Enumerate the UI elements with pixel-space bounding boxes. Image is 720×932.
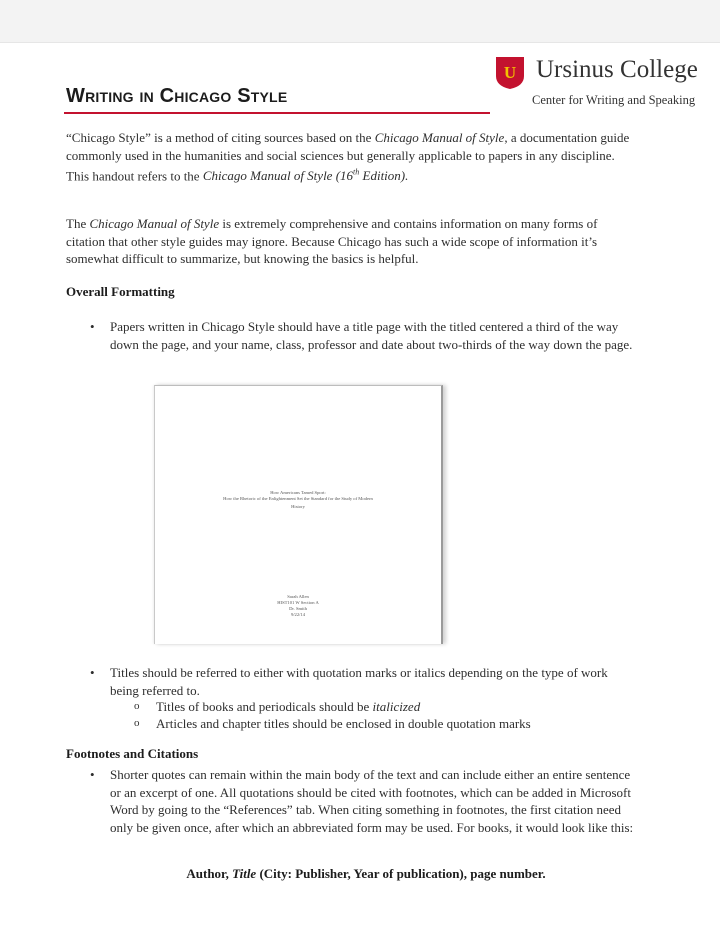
intro-paragraph-2: The Chicago Manual of Style is extremely comprehensive and contains information on many forms of citation that other style guides may ignore. Because Chicago has such a wide scope of information it’s somewhat difficult to summarize, but knowing the basics is helpful. <box>66 216 598 266</box>
sample-professor: Dr. Smith <box>289 606 307 611</box>
title-underline <box>64 112 490 114</box>
section-heading-overall-formatting: Overall Formatting <box>66 284 175 299</box>
citation-example: Author, Title (City: Publisher, Year of publication), page number. <box>186 866 546 881</box>
shield-letter: U <box>503 63 517 82</box>
sample-title-line: How Americans Tamed Sport: <box>270 490 326 495</box>
sub-list-item: o Articles and chapter titles should be enclosed in double quotation marks <box>156 715 636 733</box>
list-item: • Papers written in Chicago Style should have a title page with the titled centered a third of the way down the page, and your name, class, professor and date about two-thirds of the way down the page. <box>110 318 634 353</box>
sample-title-page-image <box>154 385 443 644</box>
section-heading-footnotes: Footnotes and Citations <box>66 746 199 761</box>
sub-list-item: o Titles of books and periodicals should be italicized <box>156 698 636 716</box>
viewer-top-bar <box>0 0 720 43</box>
page-title: Writing in Chicago Style <box>66 85 288 107</box>
intro-paragraph-1: “Chicago Style” is a method of citing sources based on the Chicago Manual of Style, a documentation guide commonly used in the humanities and social sciences but generally applicable to papers in any discipline. This handout refers to the Chicago Manual of Style (16th Edition). <box>66 130 630 184</box>
sample-title-line: History <box>291 504 305 509</box>
sample-class: HIST101 W Section A <box>277 600 319 605</box>
sample-date: 9/22/14 <box>290 612 306 617</box>
sample-author-name: Sarah Allen <box>287 594 309 599</box>
list-item: • Shorter quotes can remain within the main body of the text and can include either an entire sentence or an excerpt of one. All quotations should be cited with footnotes, which can be added in Microsoft Word by going to the “References” tab. When citing something in footnotes, the first citation need only be given once, after which an abbreviated form may be used. For books, it would look like this: <box>110 766 638 836</box>
college-name: Ursinus College <box>536 56 698 83</box>
center-name: Center for Writing and Speaking <box>532 93 696 107</box>
shield-icon <box>495 56 525 90</box>
sample-title-line: How the Rhetoric of the Enlightenment Set the Standard for the Study of Modern <box>223 496 373 501</box>
college-logo <box>495 55 715 111</box>
list-item: • Titles should be referred to either with quotation marks or italics depending on the type of work being referred to. <box>110 664 634 699</box>
